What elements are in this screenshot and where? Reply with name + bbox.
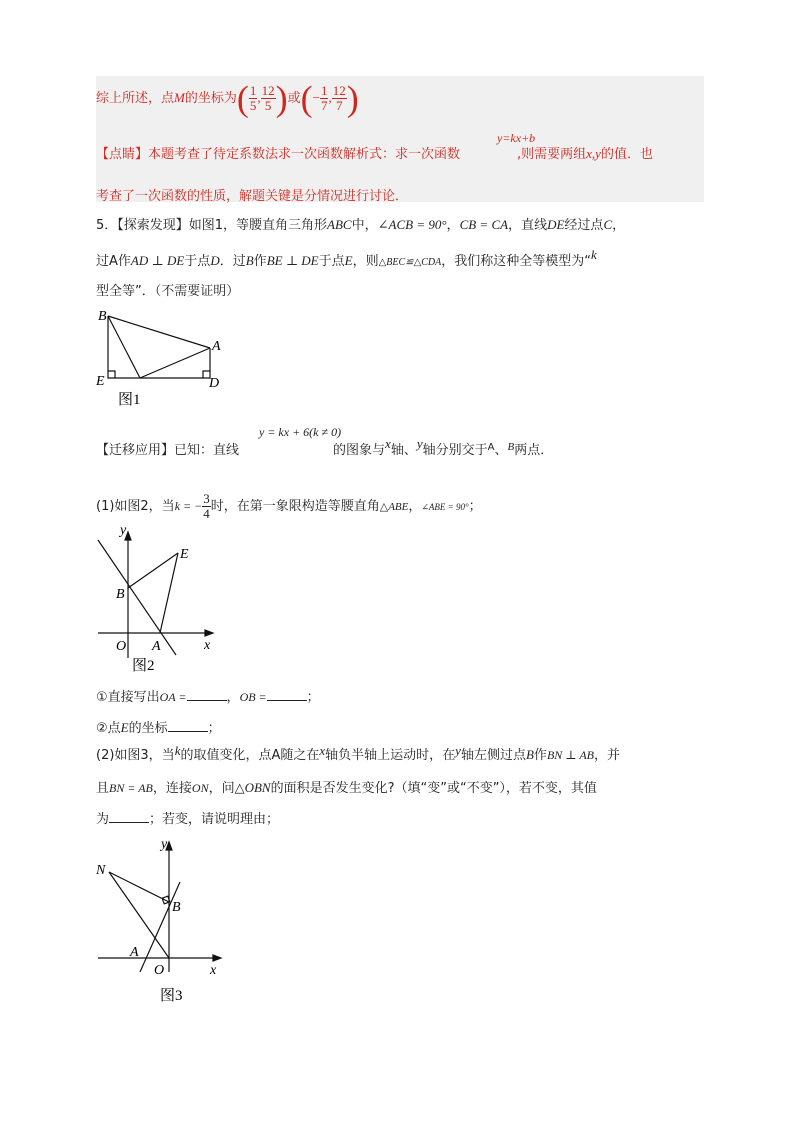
fig1-label-A: A bbox=[212, 339, 221, 354]
fig1-caption: 图1 bbox=[118, 392, 141, 408]
fig2-label-E: E bbox=[180, 547, 189, 562]
figure-2 bbox=[92, 520, 232, 680]
fig3-label-O: O bbox=[154, 963, 165, 978]
note-line-2: 考查了一次函数的性质，解题关键是分情况进行讨论． bbox=[96, 189, 409, 204]
fig1-line-CA bbox=[140, 348, 210, 378]
q1-part-i: ①直接写出OA = ，OB = ； bbox=[96, 690, 320, 705]
q1-line: (1)如图2，当k = − $\frac{3}{4}$ 时，在第一象限构造等腰直角△ABE，∠ABE = 90°； bbox=[96, 491, 482, 521]
fig3-x-arrow bbox=[213, 955, 221, 961]
fig2-label-A: A bbox=[152, 639, 161, 654]
fig1-label-D: D bbox=[209, 376, 220, 391]
q2-line-2: 且BN = AB，连接ON，问△OBN的面积是否发生变化?（填“变”或“不变”），若不变，其值 bbox=[96, 780, 597, 796]
fig1-right-angle-E bbox=[108, 371, 115, 378]
fig1-rect-lines bbox=[108, 316, 210, 378]
fig2-label-O: O bbox=[116, 639, 127, 654]
fig1-line-BA bbox=[108, 316, 210, 348]
fig3-caption: 图3 bbox=[160, 988, 183, 1004]
conclusion-line: 综上所述，点M的坐标为( $\frac{1}{5}$ , $\frac{12}{5}$ )或(− $\frac{1}{7}$ , $\frac{12}{7}$ ) bbox=[96, 78, 359, 119]
problem-line-3: 型全等”．（不需要证明） bbox=[96, 284, 240, 299]
figure-3 bbox=[92, 834, 232, 1006]
fig2-caption: 图2 bbox=[132, 658, 155, 674]
answer-blank-area[interactable] bbox=[109, 810, 149, 823]
fig3-label-A: A bbox=[130, 945, 139, 960]
fig2-line-EA bbox=[160, 553, 178, 633]
answer-blank-oa[interactable] bbox=[187, 688, 227, 701]
transfer-formula: y = kx + 6(k ≠ 0) bbox=[259, 425, 342, 439]
fig1-label-B: B bbox=[98, 309, 107, 324]
figure-1 bbox=[92, 306, 232, 410]
problem-line-2: 过A作AD ⊥ DE于点D．过B作BE ⊥ DE于点E，则△BEC≌△CDA，我们称这种全等模型为“k bbox=[96, 247, 597, 269]
fig2-line-AB bbox=[98, 540, 176, 655]
fig3-label-x: x bbox=[210, 963, 217, 978]
transfer-line: 【迁移应用】已知：直线 的图象与x轴、y轴分别交于$^A$、$^B$两点． bbox=[96, 436, 554, 458]
note-line-1: 【点睛】本题考查了待定系数法求一次函数解析式：求一次函数 ,则需要两组x,y的值．也 bbox=[96, 146, 653, 162]
fig3-line-NO bbox=[109, 872, 169, 958]
note-formula: y=kx+b bbox=[497, 131, 536, 145]
fig2-x-arrow bbox=[205, 630, 213, 636]
fraction: $\frac{12}{7}$ bbox=[332, 83, 346, 113]
fraction: $\frac{1}{5}$ bbox=[249, 83, 257, 113]
fraction: $\frac{12}{5}$ bbox=[261, 83, 275, 113]
answer-blank-e[interactable] bbox=[168, 719, 208, 732]
q2-line-1: (2)如图3，当k的取值变化，点A随之在x轴负半轴上运动时，在y轴左侧过点B作BN ⊥ AB，并 bbox=[96, 743, 621, 763]
q2-line-3: 为 ；若变，请说明理由； bbox=[96, 812, 280, 827]
fig2-line-BE bbox=[128, 553, 178, 588]
fig1-label-E: E bbox=[96, 374, 105, 389]
fig2-label-y: y bbox=[120, 523, 127, 538]
fig3-line-NB bbox=[109, 872, 169, 902]
fig2-label-x: x bbox=[204, 638, 211, 653]
answer-blank-ob[interactable] bbox=[267, 688, 307, 701]
problem-line-1: 5．【探索发现】如图1，等腰直角三角形ABC中，∠ACB = 90°，CB = CA，直线DE经过点C， bbox=[96, 217, 626, 233]
fig3-label-B: B bbox=[172, 900, 181, 915]
fig3-label-N: N bbox=[96, 863, 106, 878]
fraction: $\frac{1}{7}$ bbox=[320, 83, 328, 113]
fig3-label-y: y bbox=[161, 837, 168, 852]
fig1-line-BC bbox=[108, 316, 140, 378]
fig2-label-B: B bbox=[116, 587, 125, 602]
q1-part-ii: ②点E的坐标 ； bbox=[96, 720, 221, 736]
fraction: $\frac{3}{4}$ bbox=[203, 491, 210, 521]
